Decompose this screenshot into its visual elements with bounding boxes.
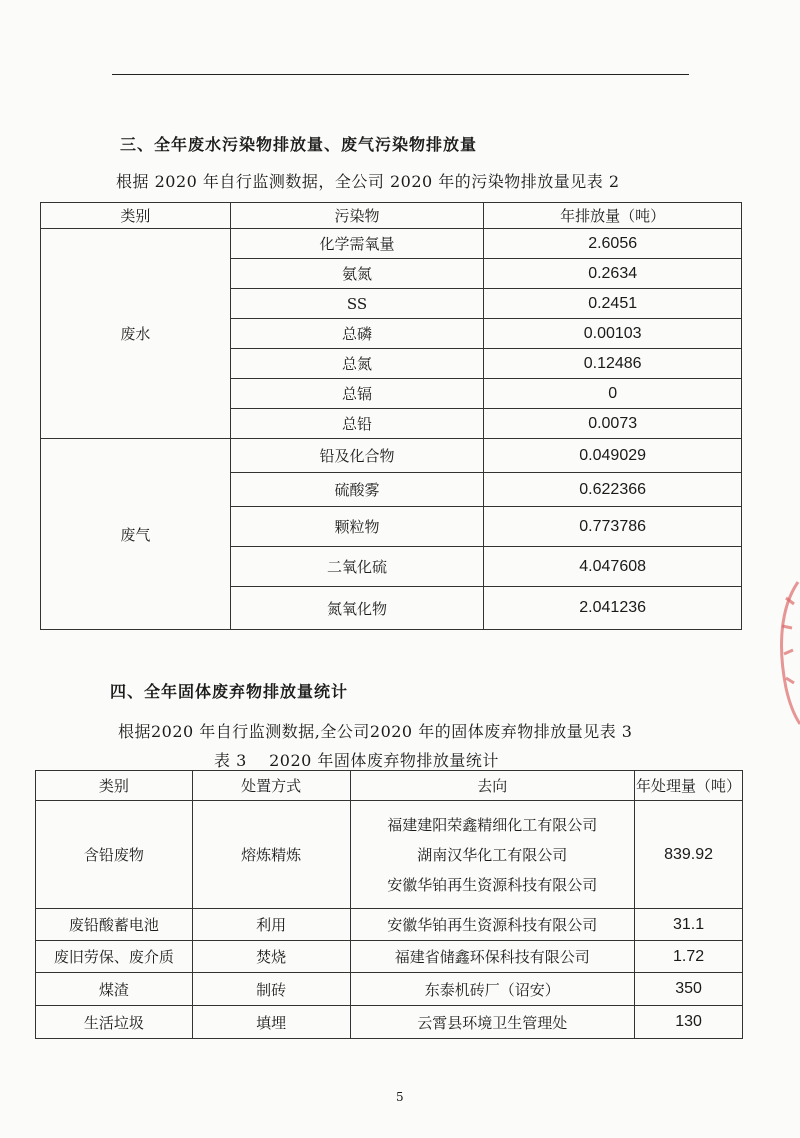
amount-cell: 0.0073: [484, 409, 742, 439]
amount-cell: 0.2451: [484, 289, 742, 319]
table-header-row: [36, 771, 743, 801]
table-row: [36, 1006, 743, 1039]
pollutant-cell: 硫酸雾: [230, 473, 484, 507]
section3-intro: 根据 2020 年自行监测数据，全公司 2020 年的污染物排放量见表 2: [116, 172, 620, 191]
table-header-row: [41, 203, 742, 229]
amount-cell: 130: [635, 1006, 743, 1039]
destination-line: 福建建阳荣鑫精细化工有限公司: [387, 815, 598, 834]
method-cell: 焚烧: [192, 941, 350, 973]
amount-cell: 2.6056: [484, 229, 742, 259]
table-row: [36, 909, 743, 941]
amount-cell: 839.92: [635, 801, 743, 909]
header-method: 处置方式: [192, 771, 350, 801]
pollutant-cell: 氨氮: [230, 259, 484, 289]
table-row: [36, 941, 743, 973]
amount-cell: 0.773786: [484, 507, 742, 547]
category-exhaust-gas: 废气: [41, 439, 231, 630]
pollutant-cell: 总氮: [230, 349, 484, 379]
seal-stamp-icon: [772, 578, 800, 728]
table3-caption: 表 3 2020 年固体废弃物排放量统计: [214, 751, 499, 770]
destination-cell: [350, 801, 635, 909]
amount-cell: 0.12486: [484, 349, 742, 379]
category-cell: 生活垃圾: [36, 1006, 193, 1039]
destination-cell: 安徽华铂再生资源科技有限公司: [350, 909, 635, 941]
table-row: [41, 229, 742, 259]
header-category: 类别: [41, 203, 231, 229]
amount-cell: 2.041236: [484, 587, 742, 630]
destination-cell: 东泰机砖厂（诏安）: [350, 973, 635, 1006]
solid-waste-table: [35, 770, 743, 1039]
destination-line: 安徽华铂再生资源科技有限公司: [387, 875, 598, 894]
pollutant-cell: 总镉: [230, 379, 484, 409]
amount-cell: 4.047608: [484, 547, 742, 587]
header-rule: [112, 74, 689, 75]
pollutant-cell: 铅及化合物: [230, 439, 484, 473]
table-row: [41, 439, 742, 473]
amount-cell: 1.72: [635, 941, 743, 973]
amount-cell: 31.1: [635, 909, 743, 941]
method-cell: 填埋: [192, 1006, 350, 1039]
category-cell: 含铅废物: [36, 801, 193, 909]
pollutant-cell: SS: [230, 289, 484, 319]
pollutant-cell: 化学需氧量: [230, 229, 484, 259]
table-row: [36, 801, 743, 909]
header-destination: 去向: [350, 771, 635, 801]
pollutant-emission-table: [40, 202, 742, 630]
pollutant-cell: 总磷: [230, 319, 484, 349]
section4-intro: 根据2020 年自行监测数据,全公司2020 年的固体废弃物排放量见表 3: [118, 722, 633, 741]
amount-cell: 0.622366: [484, 473, 742, 507]
destination-cell: 福建省储鑫环保科技有限公司: [350, 941, 635, 973]
method-cell: 制砖: [192, 973, 350, 1006]
amount-cell: 0: [484, 379, 742, 409]
page-number: 5: [396, 1090, 404, 1104]
category-cell: 废铅酸蓄电池: [36, 909, 193, 941]
header-amount: 年排放量（吨）: [484, 203, 742, 229]
header-amount: 年处理量（吨）: [635, 771, 743, 801]
section4-heading: 四、全年固体废弃物排放量统计: [110, 682, 349, 701]
category-wastewater: 废水: [41, 229, 231, 439]
table-row: [36, 973, 743, 1006]
method-cell: 熔炼精炼: [192, 801, 350, 909]
pollutant-cell: 二氧化硫: [230, 547, 484, 587]
pollutant-cell: 总铅: [230, 409, 484, 439]
header-pollutant: 污染物: [230, 203, 484, 229]
method-cell: 利用: [192, 909, 350, 941]
pollutant-cell: 氮氧化物: [230, 587, 484, 630]
category-cell: 煤渣: [36, 973, 193, 1006]
amount-cell: 0.00103: [484, 319, 742, 349]
header-category: 类别: [36, 771, 193, 801]
destination-cell: 云霄县环境卫生管理处: [350, 1006, 635, 1039]
destination-line: 湖南汉华化工有限公司: [417, 845, 568, 864]
amount-cell: 350: [635, 973, 743, 1006]
section3-heading: 三、全年废水污染物排放量、废气污染物排放量: [120, 135, 478, 154]
amount-cell: 0.049029: [484, 439, 742, 473]
category-cell: 废旧劳保、废介质: [36, 941, 193, 973]
pollutant-cell: 颗粒物: [230, 507, 484, 547]
amount-cell: 0.2634: [484, 259, 742, 289]
